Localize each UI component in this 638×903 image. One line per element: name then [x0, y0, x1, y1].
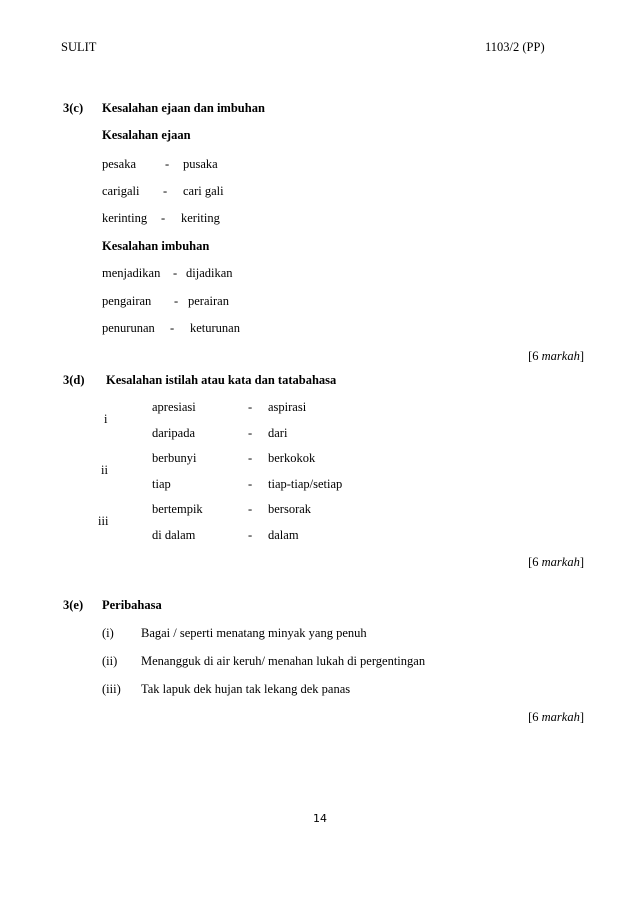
q3d-wrong: tiap — [152, 477, 171, 491]
q3d-title: Kesalahan istilah atau kata dan tatabahasa — [106, 373, 337, 387]
q3d-right: berkokok — [268, 451, 316, 465]
q3d-dash: - — [248, 528, 253, 542]
q3d-wrong: berbunyi — [152, 451, 197, 465]
ejaan-wrong: kerinting — [102, 211, 148, 225]
ejaan-right: cari gali — [183, 184, 224, 198]
q3e-item-num: (ii) — [102, 654, 118, 668]
imbuhan-right: dijadikan — [186, 266, 233, 280]
q3d-wrong: di dalam — [152, 528, 196, 542]
imbuhan-dash: - — [174, 294, 179, 308]
imbuhan-right: keturunan — [190, 321, 240, 335]
q3d-dash: - — [248, 426, 253, 440]
q3d-right: aspirasi — [268, 400, 307, 414]
q3d-dash: - — [248, 502, 253, 516]
q3d-right: bersorak — [268, 502, 312, 516]
q3d-right: dari — [268, 426, 288, 440]
ejaan-wrong: carigali — [102, 184, 140, 198]
imbuhan-dash: - — [173, 266, 178, 280]
ejaan-wrong: pesaka — [102, 157, 137, 171]
ejaan-right: keriting — [181, 211, 220, 225]
q3d-group-num: ii — [101, 463, 108, 477]
header-left: SULIT — [61, 40, 97, 54]
imbuhan-right: perairan — [188, 294, 229, 308]
q3e-title: Peribahasa — [102, 598, 162, 612]
ejaan-dash: - — [161, 211, 166, 225]
imbuhan-wrong: pengairan — [102, 294, 152, 308]
q3c-imbuhan-title: Kesalahan imbuhan — [102, 239, 210, 253]
imbuhan-dash: - — [170, 321, 175, 335]
header-right: 1103/2 (PP) — [485, 40, 545, 54]
q3c-ejaan-title: Kesalahan ejaan — [102, 128, 191, 142]
q3d-wrong: apresiasi — [152, 400, 196, 414]
imbuhan-wrong: menjadikan — [102, 266, 161, 280]
q3e-item-num: (i) — [102, 626, 114, 640]
q3d-label: 3(d) — [63, 373, 85, 387]
q3d-group-num: iii — [98, 514, 109, 528]
q3c-title: Kesalahan ejaan dan imbuhan — [102, 101, 265, 115]
q3e-item-text: Menangguk di air keruh/ menahan lukah di pergentingan — [141, 654, 426, 668]
page-number: 14 — [313, 812, 327, 825]
q3d-dash: - — [248, 451, 253, 465]
ejaan-dash: - — [163, 184, 168, 198]
q3e-item-text: Bagai / seperti menatang minyak yang penuh — [141, 626, 367, 640]
q3d-wrong: bertempik — [152, 502, 203, 516]
imbuhan-wrong: penurunan — [102, 321, 155, 335]
q3d-wrong: daripada — [152, 426, 196, 440]
q3d-dash: - — [248, 400, 253, 414]
ejaan-right: pusaka — [183, 157, 218, 171]
q3e-marks: [6 markah] — [528, 710, 584, 724]
q3d-right: dalam — [268, 528, 299, 542]
q3d-marks: [6 markah] — [528, 555, 584, 569]
q3d-group-num: i — [104, 412, 108, 426]
q3e-item-num: (iii) — [102, 682, 121, 696]
q3d-right: tiap-tiap/setiap — [268, 477, 343, 491]
q3c-marks: [6 markah] — [528, 349, 584, 363]
q3e-item-text: Tak lapuk dek hujan tak lekang dek panas — [141, 682, 351, 696]
q3c-label: 3(c) — [63, 101, 84, 115]
q3d-dash: - — [248, 477, 253, 491]
q3e-label: 3(e) — [63, 598, 84, 612]
ejaan-dash: - — [165, 157, 170, 171]
